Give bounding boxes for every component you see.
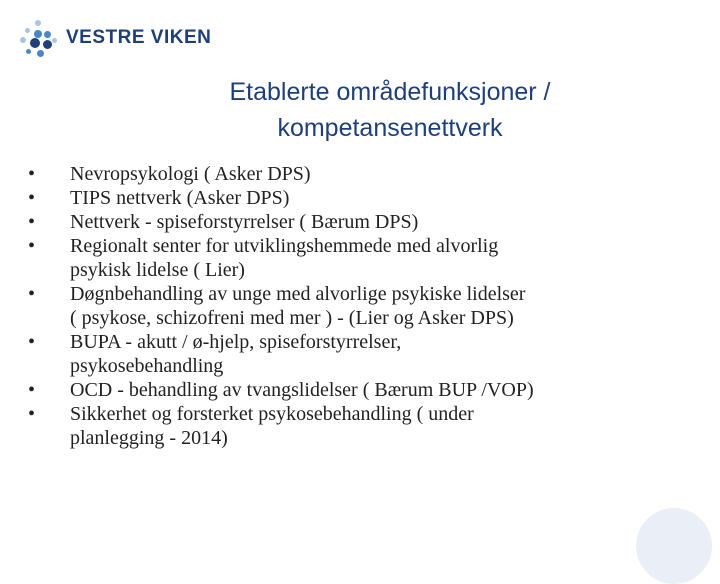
bullet-item — [28, 210, 708, 234]
bullet-text-line: planlegging - 2014) — [70, 427, 228, 449]
bullet-item — [28, 186, 708, 210]
bullet-text-line: Sikkerhet og forsterket psykosebehandling ( under — [70, 403, 474, 425]
bullet-item — [28, 378, 708, 402]
bullet-dot-icon: • — [28, 235, 36, 257]
bullet-text-line: TIPS nettverk (Asker DPS) — [70, 187, 290, 209]
bullet-item — [28, 282, 708, 330]
bullet-item — [28, 330, 708, 378]
bullet-dot-icon: • — [28, 331, 36, 353]
bullet-dot-icon: • — [28, 187, 36, 209]
bullet-text-line: psykisk lidelse ( Lier) — [70, 259, 245, 281]
bullet-text-line: BUPA - akutt / ø-hjelp, spiseforstyrrelser, — [70, 331, 402, 353]
bullet-item — [28, 162, 708, 186]
bullet-text-line: Døgnbehandling av unge med alvorlige psykiske lidelser — [70, 283, 526, 305]
decorative-corner-circle — [636, 508, 712, 584]
bullet-dot-icon: • — [28, 379, 36, 401]
bullet-text-line: ( psykose, schizofreni med mer ) - (Lier og Asker DPS) — [70, 307, 514, 329]
bullet-item — [28, 234, 708, 282]
slide-title-line-2: kompetansenettverk — [277, 114, 503, 142]
logo-text: VESTRE VIKEN — [66, 27, 212, 48]
bullet-dot-icon: • — [28, 163, 36, 185]
vestre-viken-logo — [18, 18, 211, 58]
bullet-text-line: OCD - behandling av tvangslidelser ( Bærum BUP /VOP) — [70, 379, 534, 401]
dot-cluster-logo-icon — [18, 18, 60, 58]
bullet-dot-icon: • — [28, 211, 36, 233]
bullet-text-line: Regionalt senter for utviklingshemmede med alvorlig — [70, 235, 499, 257]
slide-title — [110, 74, 670, 146]
bullet-item — [28, 402, 708, 450]
bullet-dot-icon: • — [28, 403, 36, 425]
bullet-text-line: Nettverk - spiseforstyrrelser ( Bærum DPS) — [70, 211, 419, 233]
bullet-text-line: Nevropsykologi ( Asker DPS) — [70, 163, 311, 185]
bullet-text-line: psykosebehandling — [70, 355, 224, 377]
slide-title-line-1: Etablerte områdefunksjoner / — [229, 78, 551, 106]
bullet-list — [28, 162, 708, 450]
bullet-dot-icon: • — [28, 283, 36, 305]
